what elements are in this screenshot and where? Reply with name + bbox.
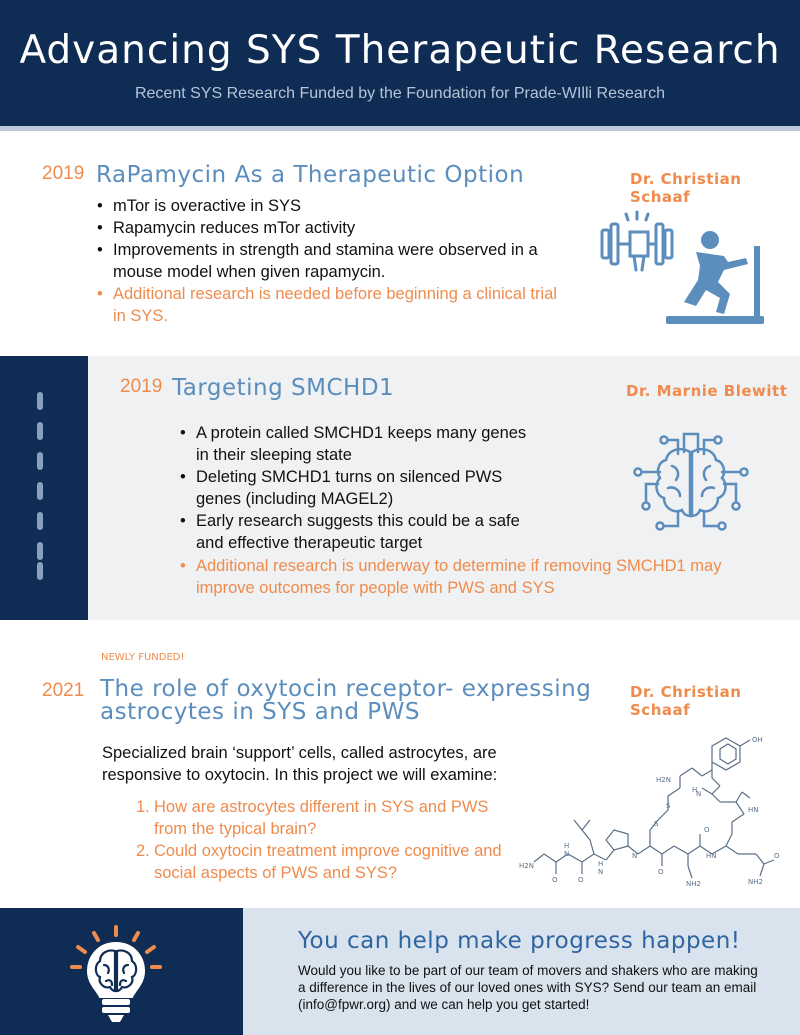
list-text: How are astrocytes different in SYS and PWS from the typical brain? [154, 798, 489, 838]
header-divider [0, 126, 800, 131]
molecule-label: O [658, 868, 664, 876]
list-item: • Improvements in strength and stamina were observed in a mouse model when given rapamycin. [95, 239, 565, 283]
molecule-label: H2N [519, 862, 534, 870]
section-2-bullets [178, 422, 528, 554]
molecule-label: O [552, 876, 558, 884]
molecule-label: HN [748, 806, 759, 814]
section-2-extra-bullet [178, 555, 738, 599]
molecule-label: O [578, 876, 584, 884]
molecule-label: S [666, 802, 671, 810]
molecule-label: N [696, 790, 702, 798]
decorative-dash [37, 562, 43, 580]
molecule-label: N [564, 850, 570, 858]
section-1-title: RaPamycin As a Therapeutic Option [96, 162, 525, 188]
molecule-label: H [564, 842, 570, 850]
list-number: 2. [136, 842, 150, 860]
section-1-year: 2019 [42, 163, 85, 184]
newly-funded-badge: NEWLY FUNDED! [101, 652, 185, 663]
molecule-label: H [692, 786, 698, 794]
footer-text: Would you like to be part of our team of movers and shakers who are making a difference in the lives of our loved ones with SYS? Send our team an email (info@fpwr.org) and we can help you get started! [298, 963, 758, 1012]
oxytocin-molecule-icon [516, 730, 780, 892]
list-item: • Deleting SMCHD1 turns on silenced PWS genes (including MAGEL2) [178, 466, 528, 510]
molecule-label: O [704, 826, 710, 834]
section-1-researcher: Dr. Christian Schaaf [630, 170, 742, 206]
list-item [136, 796, 516, 840]
section-2-title: Targeting SMCHD1 [172, 375, 395, 401]
section-3-title-line-1: The role of oxytocin receptor- expressing [100, 676, 592, 702]
section-3-year: 2021 [42, 680, 85, 701]
molecule-label: S [654, 820, 659, 828]
section-2-year: 2019 [120, 376, 163, 397]
footer-title: You can help make progress happen! [298, 928, 741, 954]
decorative-dash [37, 452, 43, 470]
list-item: • Early research suggests this could be a safe and effective therapeutic target [178, 510, 528, 554]
decorative-dash [37, 422, 43, 440]
decorative-dash [37, 482, 43, 500]
section-3-questions [136, 796, 516, 884]
page-subtitle: Recent SYS Research Funded by the Foundation for Prade-WIlli Research [134, 85, 666, 102]
decorative-dash [37, 542, 43, 560]
page-title: Advancing SYS Therapeutic Research [19, 28, 781, 73]
section-3-intro: Specialized brain ‘support’ cells, called astrocytes, are responsive to oxytocin. In this project we will examine: [102, 744, 498, 784]
fitness-treadmill-icon [596, 210, 776, 328]
molecule-label: H2N [656, 776, 671, 784]
page-header [0, 0, 800, 126]
section-2-sidebar [0, 356, 88, 620]
section-3-title-line-2: astrocytes in SYS and PWS [100, 699, 420, 725]
molecule-label: OH [752, 736, 763, 744]
list-item: • mTor is overactive in SYS [95, 195, 565, 217]
list-item: • A protein called SMCHD1 keeps many genes in their sleeping state [178, 422, 528, 466]
molecule-label: HN [706, 852, 717, 860]
lightbulb-brain-icon [68, 925, 164, 1025]
molecule-label: NH2 [748, 878, 763, 886]
molecule-label: N [598, 868, 604, 876]
decorative-dash [37, 512, 43, 530]
molecule-label: H [598, 860, 604, 868]
list-text: Could oxytocin treatment improve cognitive and social aspects of PWS and SYS? [154, 842, 502, 882]
molecule-label: N [632, 852, 638, 860]
molecule-label: O [774, 852, 780, 860]
list-item [136, 840, 516, 884]
section-2-researcher: Dr. Marnie Blewitt [626, 382, 788, 400]
molecule-label: NH2 [686, 880, 701, 888]
section-3-researcher: Dr. Christian Schaaf [630, 683, 742, 719]
list-number: 1. [136, 798, 150, 816]
circuit-brain-icon [632, 426, 750, 542]
list-item: • Rapamycin reduces mTor activity [95, 217, 565, 239]
list-item: • Additional research is needed before beginning a clinical trial in SYS. [95, 283, 565, 327]
decorative-dash [37, 392, 43, 410]
list-item: • Additional research is underway to determine if removing SMCHD1 may improve outcomes for people with PWS and SYS [178, 555, 738, 599]
section-1-bullets [95, 195, 565, 327]
